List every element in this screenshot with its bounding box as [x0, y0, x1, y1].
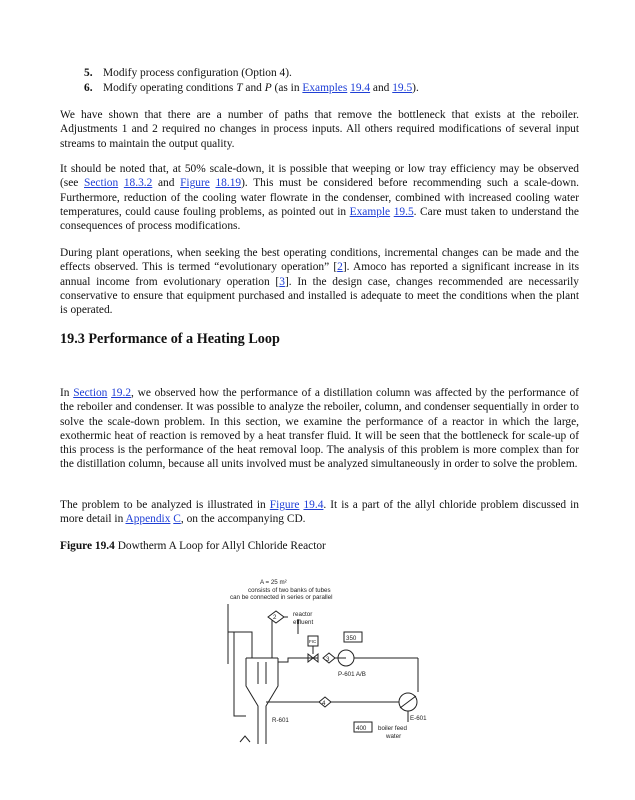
fic-label: FIC [309, 639, 317, 644]
note-line-1: consists of two banks of tubes [248, 587, 331, 594]
figure-caption: Figure 19.4 Dowtherm A Loop for Allyl Chloride Reactor [60, 540, 326, 552]
paragraph-bottleneck: We have shown that there are a number of paths that remove the bottleneck that exists at the reboiler. Adjustments 1 and 2 required no changes in process inputs. All others required modifications of several input streams to maintain the output quality. [60, 109, 579, 150]
reference-2-link[interactable]: 2 [337, 261, 343, 274]
section-heading: 19.3 Performance of a Heating Loop [60, 331, 280, 347]
list-text: Modify process configuration (Option 4). [103, 67, 292, 79]
list-text: Modify operating conditions T and P (as in Examples 19.4 and 19.5). [103, 81, 419, 94]
note-line-2: can be connected in series or parallel [230, 594, 333, 601]
effluent-label: reactor [293, 611, 313, 618]
feed-label: water [386, 733, 402, 740]
stream-2-number: 2 [273, 614, 277, 621]
appendix-link[interactable]: Appendix [125, 513, 171, 526]
list-item [84, 81, 419, 96]
section-18-3-2-link[interactable]: 18.3.2 [123, 177, 153, 190]
example-19-4-link[interactable]: 19.4 [350, 81, 371, 94]
box-400-label: 400 [356, 725, 367, 732]
feed-label: boiler feed [378, 725, 407, 732]
example-link[interactable]: Example [349, 205, 391, 218]
reactor-label: R-601 [272, 717, 289, 724]
paragraph-scale-down: It should be noted that, at 50% scale-down, it is possible that weeping or low tray efficiency may be observed (see Section 18.3.2 and Figure 18.19). This must be considered before recommending such a scale-down. Furthermore, reduction of the cooling water flowrate in the condenser, combined with increased cooling water temperatures, could cause fouling problems, as pointed out in Example 19.5. Care must taken to understand the consequences of process modifications. [60, 163, 579, 233]
figure-18-19-link[interactable]: 18.19 [215, 177, 242, 190]
list-item [84, 66, 419, 81]
example-19-5-link[interactable]: 19.5 [393, 205, 414, 218]
area-note: A = 25 m² [260, 579, 287, 586]
pump-label: P-601 A/B [338, 671, 366, 678]
reference-3-link[interactable]: 3 [279, 275, 285, 288]
figure-19-4-link[interactable]: 19.4 [303, 499, 324, 511]
section-link[interactable]: Section [84, 177, 119, 190]
effluent-label: effluent [293, 619, 314, 626]
section-link[interactable]: Section [73, 387, 108, 399]
exchanger-label: E-601 [410, 715, 427, 722]
stream-3-number: 3 [326, 656, 330, 663]
figure-link[interactable]: Figure [269, 499, 300, 511]
examples-link[interactable]: Examples [302, 81, 348, 94]
paragraph-problem: The problem to be analyzed is illustrated in Figure 19.4. It is a part of the allyl chloride problem discussed in more detail in Appendix C, on the accompanying CD. [60, 499, 579, 526]
list-number: 6. [84, 81, 93, 94]
paragraph-evolutionary-operation: During plant operations, when seeking the best operating conditions, incremental changes can be made and the effects observed. This is termed “evolutionary operation” [2]. Amoco has reported a significant increase in its annual income from evolutionary operation [3]. In the design case, changes recommended are necessarily conservative to ensure that equipment purchased and installed is adequate to meet the conditions when the plant is operated. [60, 247, 579, 317]
numbered-list [84, 66, 419, 95]
list-number: 5. [84, 67, 93, 79]
box-350-label: 350 [346, 635, 357, 642]
paragraph-heating-loop: In Section 19.2, we observed how the performance of a distillation column was affected by the performance of the reboiler and condenser. It was possible to analyze the reboiler, column, and condenser sequentially in order to solve the scale-down problem. In this section, we examine the performance of a reactor in which the large, exothermic heat of reaction is removed by a heat transfer fluid. It will be seen that the bottleneck for scale-up of this process is the performance of the heat removal loop. The analysis of this problem is more complex than for the distillation column, because all units involved must be analyzed simultaneously in order to solve the problem. [60, 387, 579, 471]
example-19-5-link[interactable]: 19.5 [392, 81, 413, 94]
dowtherm-loop-diagram [168, 574, 448, 750]
stream-4-number: 4 [322, 700, 326, 707]
appendix-c-link[interactable]: C [173, 513, 181, 526]
figure-link[interactable]: Figure [180, 177, 210, 190]
section-19-2-link[interactable]: 19.2 [111, 387, 132, 399]
